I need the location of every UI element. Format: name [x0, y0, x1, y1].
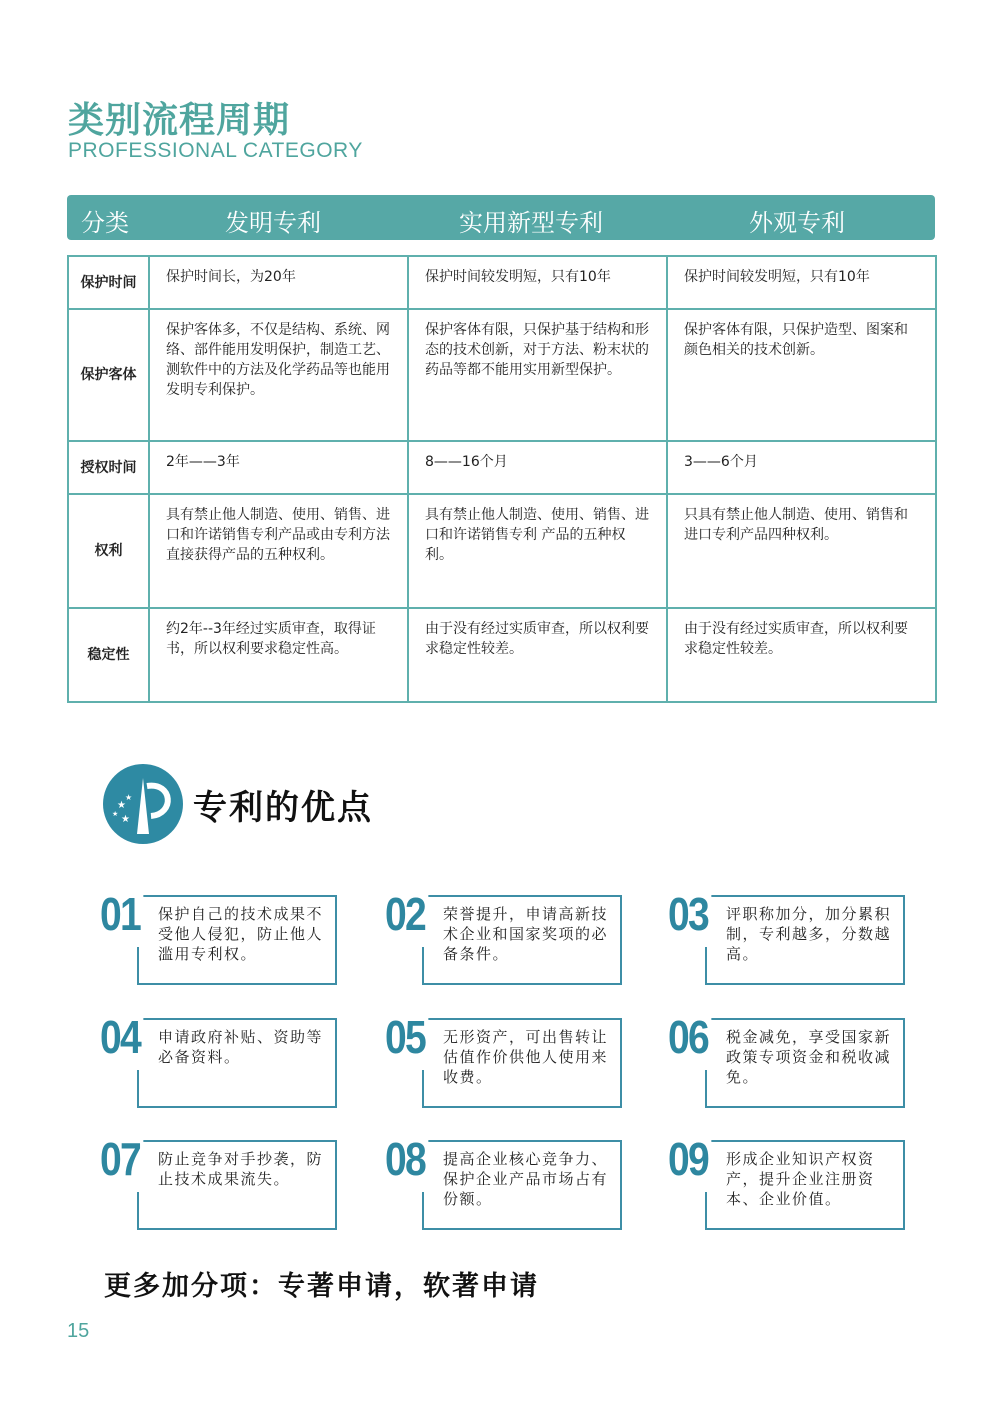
- table-cell: 保护客体多，不仅是结构、系统、网络、部件能用发明保护，制造工艺、测软件中的方法及化学药品等也能用发明专利保护。: [149, 309, 408, 441]
- svg-text:★: ★: [125, 793, 133, 802]
- card-number: 07: [100, 1132, 143, 1192]
- card-number: 06: [668, 1010, 711, 1070]
- row-label: 稳定性: [68, 608, 149, 702]
- header-category: 分类: [81, 209, 129, 237]
- table-row: [68, 608, 936, 702]
- table-cell: 具有禁止他人制造、使用、销售、进口和许诺销售专利产品或由专利方法直接获得产品的五种权利。: [149, 494, 408, 608]
- table-header: [67, 195, 935, 240]
- table-cell: 由于没有经过实质审查，所以权利要求稳定性较差。: [408, 608, 667, 702]
- table-cell: 2年——3年: [149, 441, 408, 494]
- header-design: 外观专利: [749, 209, 845, 237]
- card-number: 08: [385, 1132, 428, 1192]
- row-label: 保护时间: [68, 256, 149, 309]
- card-text: 形成企业知识产权资产，提升企业注册资本、企业价值。: [726, 1150, 875, 1208]
- table-row: [68, 309, 936, 441]
- row-label: 权利: [68, 494, 149, 608]
- advantage-card: [385, 888, 685, 985]
- card-text: 无形资产，可出售转让估值作价供他人使用来收费。: [443, 1028, 609, 1086]
- page-number: 15: [67, 1320, 90, 1342]
- card-number: 03: [668, 887, 711, 947]
- row-label: 授权时间: [68, 441, 149, 494]
- card-number: 02: [385, 887, 428, 947]
- svg-text:★: ★: [117, 800, 126, 811]
- card-text: 申请政府补贴、资助等必备资料。: [158, 1028, 324, 1066]
- header-invention: 发明专利: [225, 209, 321, 237]
- table-cell: 保护时间较发明短，只有10年: [408, 256, 667, 309]
- table-cell: 由于没有经过实质审查，所以权利要求稳定性较差。: [667, 608, 936, 702]
- table-cell: 保护时间较发明短，只有10年: [667, 256, 936, 309]
- table-cell: 保护客体有限，只保护造型、图案和颜色相关的技术创新。: [667, 309, 936, 441]
- card-number: 01: [100, 887, 143, 947]
- page-title: 类别流程周期: [68, 100, 291, 141]
- advantage-card: [100, 1011, 400, 1108]
- advantage-card: [100, 1133, 400, 1230]
- advantage-card: [668, 888, 968, 985]
- comparison-table: [67, 255, 937, 703]
- table-cell: 具有禁止他人制造、使用、销售、进口和许诺销售专利 产品的五种权利。: [408, 494, 667, 608]
- section-title: 专利的优点: [193, 788, 373, 828]
- svg-text:★: ★: [112, 810, 119, 818]
- page-subtitle: PROFESSIONAL CATEGORY: [68, 139, 363, 162]
- table-cell: 只具有禁止他人制造、使用、销售和进口专利产品四种权利。: [667, 494, 936, 608]
- card-number: 04: [100, 1010, 143, 1070]
- table-row: [68, 256, 936, 309]
- card-text: 提高企业核心竞争力、保护企业产品市场占有份额。: [443, 1150, 609, 1208]
- advantage-card: [668, 1133, 968, 1230]
- more-bonus-text: 更多加分项：专著申请，软著申请: [104, 1271, 539, 1302]
- advantage-card: [385, 1133, 685, 1230]
- table-cell: 8——16个月: [408, 441, 667, 494]
- advantage-card: [385, 1011, 685, 1108]
- row-label: 保护客体: [68, 309, 149, 441]
- table-row: [68, 494, 936, 608]
- table-cell: 保护时间长，为20年: [149, 256, 408, 309]
- table-cell: 3——6个月: [667, 441, 936, 494]
- table-row: [68, 441, 936, 494]
- patent-logo-icon: [103, 764, 183, 844]
- advantage-card: [668, 1011, 968, 1108]
- card-number: 05: [385, 1010, 428, 1070]
- advantage-card: [100, 888, 400, 985]
- header-utility: 实用新型专利: [459, 209, 603, 237]
- table-cell: 约2年--3年经过实质审查，取得证书，所以权利要求稳定性高。: [149, 608, 408, 702]
- card-text: 评职称加分，加分累积制，专利越多，分数越高。: [726, 905, 892, 963]
- card-text: 防止竞争对手抄袭，防止技术成果流失。: [158, 1150, 324, 1188]
- table-cell: 保护客体有限，只保护基于结构和形态的技术创新，对于方法、粉末状的药品等都不能用实用新型保护。: [408, 309, 667, 441]
- card-text: 保护自己的技术成果不受他人侵犯，防止他人滥用专利权。: [158, 905, 324, 963]
- svg-text:★: ★: [121, 814, 130, 825]
- card-text: 税金减免，享受国家新政策专项资金和税收减免。: [726, 1028, 892, 1086]
- card-number: 09: [668, 1132, 711, 1192]
- card-text: 荣誉提升，申请高新技术企业和国家奖项的必备条件。: [443, 905, 609, 963]
